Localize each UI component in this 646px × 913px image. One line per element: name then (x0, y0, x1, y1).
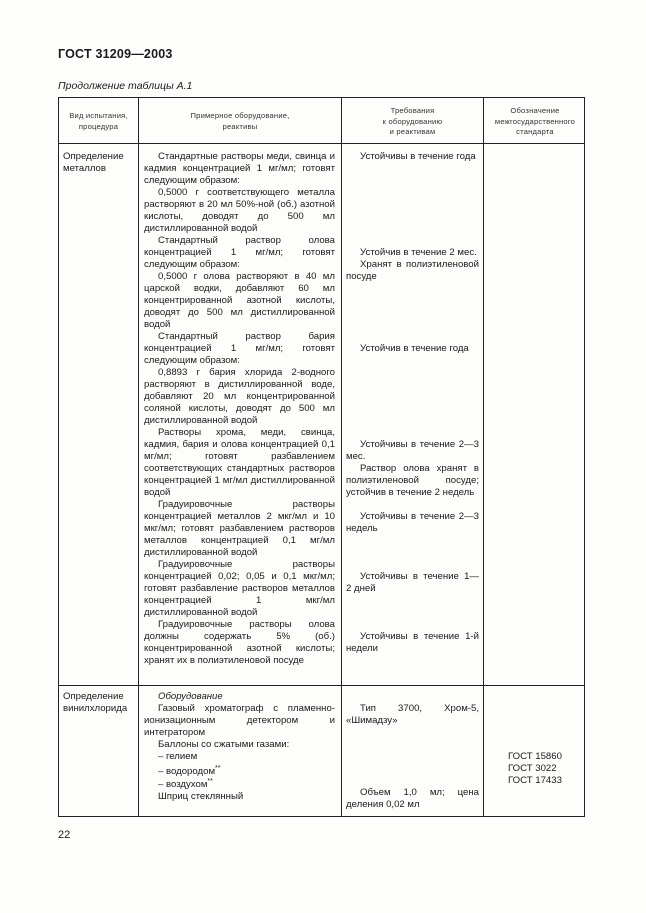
test-name-vinyl-chloride: Определение винилхлорида (63, 691, 128, 714)
requirement-text: Устойчивы в течение года (360, 151, 476, 162)
equipment-paragraph: Градуировочные растворы олова должны содержать 5% (об.) концентрированной азотной кислоты; хранят их в полиэтиленовой посуде (144, 619, 335, 666)
equipment-paragraph: Шприц стеклянный (158, 791, 244, 803)
requirement-text: Хранят в полиэтиленовой посуде (346, 259, 479, 282)
equipment-paragraph: Стандартный раствор бария концентрацией 1 мг/мл; готовят следующим образом: (144, 331, 335, 366)
requirement-text: Объем 1,0 мл; цена деления 0,02 мл (346, 787, 479, 810)
standard-code: ГОСТ 15860 (508, 751, 562, 762)
page-number: 22 (58, 829, 71, 841)
requirement-text: Устойчивы в течение 1— 2 дней (346, 571, 479, 594)
table-continuation-caption: Продолжение таблицы А.1 (58, 80, 193, 92)
equipment-metals (144, 151, 335, 667)
column-header-test: Вид испытания, процедура (69, 111, 128, 131)
document-code: ГОСТ 31209—2003 (58, 47, 173, 61)
gas-label: – водородом (158, 766, 216, 778)
requirement-text: Устойчивы в течение 2—3 недель (346, 511, 479, 534)
equipment-paragraph: Градуировочные растворы концентрацией 0,02; 0,05 и 0,1 мкг/мл; готовят разбавление растворов металлов концентрацией 1 мкг/мл дистиллированной водой (144, 559, 335, 618)
requirements-table (58, 97, 585, 817)
equipment-paragraph: 0,8893 г бария хлорида 2-водного растворяют в дистиллированной воде, добавляют 20 мл концентрированной соляной кислоты, доводят до 500 мл дистиллированной водой (144, 367, 335, 426)
gas-item (144, 776, 335, 791)
standard-code: ГОСТ 3022 (508, 763, 557, 774)
requirement-text: Устойчив в течение года (360, 343, 469, 354)
requirement-stable-1-week (346, 631, 479, 655)
header-divider (59, 143, 584, 144)
col-divider (138, 98, 139, 816)
equipment-paragraph: 0,5000 г олова растворяют в 40 мл царской водки, добавляют 60 мл концентрированной азотной кислоты, доводят до 500 мл дистиллированной водой (144, 271, 335, 330)
requirement-text: Устойчивы в течение 1-й недели (346, 631, 479, 654)
requirement-dilutions (346, 439, 479, 499)
equipment-heading: Оборудование (158, 691, 223, 702)
requirement-stable-2-months (346, 247, 479, 283)
standard-code: ГОСТ 17433 (508, 775, 562, 786)
requirement-stable-year (346, 151, 479, 163)
requirement-text: Тип 3700, Хром-5, «Шимадзу» (346, 703, 479, 726)
equipment-vinyl-chloride (144, 691, 335, 803)
requirement-syringe (346, 787, 479, 811)
requirement-text: Раствор олова хранят в полиэтиленовой посуде; устойчив в течение 2 недель (346, 463, 479, 498)
requirement-stable-1-2-days (346, 571, 479, 595)
equipment-paragraph: Стандартные растворы меди, свинца и кадмия концентрацией 1 мг/мл; готовят следующим образом: (144, 151, 335, 186)
standards-list (508, 751, 583, 787)
column-header-requirements: Требования к оборудованию и реактивам (382, 106, 443, 136)
gas-item: – гелием (158, 751, 198, 762)
col-divider (341, 98, 342, 816)
equipment-paragraph: 0,5000 г соответствующего металла растворяют в 20 мл 50%-ной (об.) азотной кислоты, доводят до 500 мл дистиллированной водой (144, 187, 335, 234)
footnote-mark: ** (215, 765, 221, 772)
equipment-paragraph: Стандартный раствор олова концентрацией 1 мг/мл; готовят следующим образом: (144, 235, 335, 270)
row-divider (59, 685, 584, 686)
equipment-paragraph: Градуировочные растворы концентрацией металлов 2 мкг/мл и 10 мкг/мл; готовят разбавлением растворов металлов концентрацией 0,1 мг/мл дистиллированной водой (144, 499, 335, 558)
requirement-text: Устойчивы в течение 2—3 мес. (346, 439, 479, 462)
requirement-stable-year-barium (346, 343, 479, 355)
equipment-paragraph: Газовый хроматограф с пламенно-ионизационным детектором и интегратором (144, 703, 335, 738)
test-name-metals: Определение металлов (63, 151, 124, 174)
column-header-equipment: Примерное оборудование, реактивы (190, 111, 290, 131)
requirement-stable-2-3-weeks (346, 511, 479, 535)
footnote-mark: ** (207, 778, 213, 786)
requirement-chromatograph-type (346, 703, 479, 727)
equipment-paragraph: Растворы хрома, меди, свинца, кадмия, бария и олова концентрацией 0,1 мг/мл; готовят разбавлением соответствующих стандартных растворов концентрацией 1 мг/мл дистиллированной водой (144, 427, 335, 498)
equipment-paragraph: Баллоны со сжатыми газами: (158, 739, 290, 750)
gas-label: – воздухом (158, 779, 208, 791)
requirement-text: Устойчив в течение 2 мес. (360, 247, 477, 258)
column-header-standard: Обозначение межгосударственного стандарта (494, 106, 576, 136)
col-divider (483, 98, 484, 816)
